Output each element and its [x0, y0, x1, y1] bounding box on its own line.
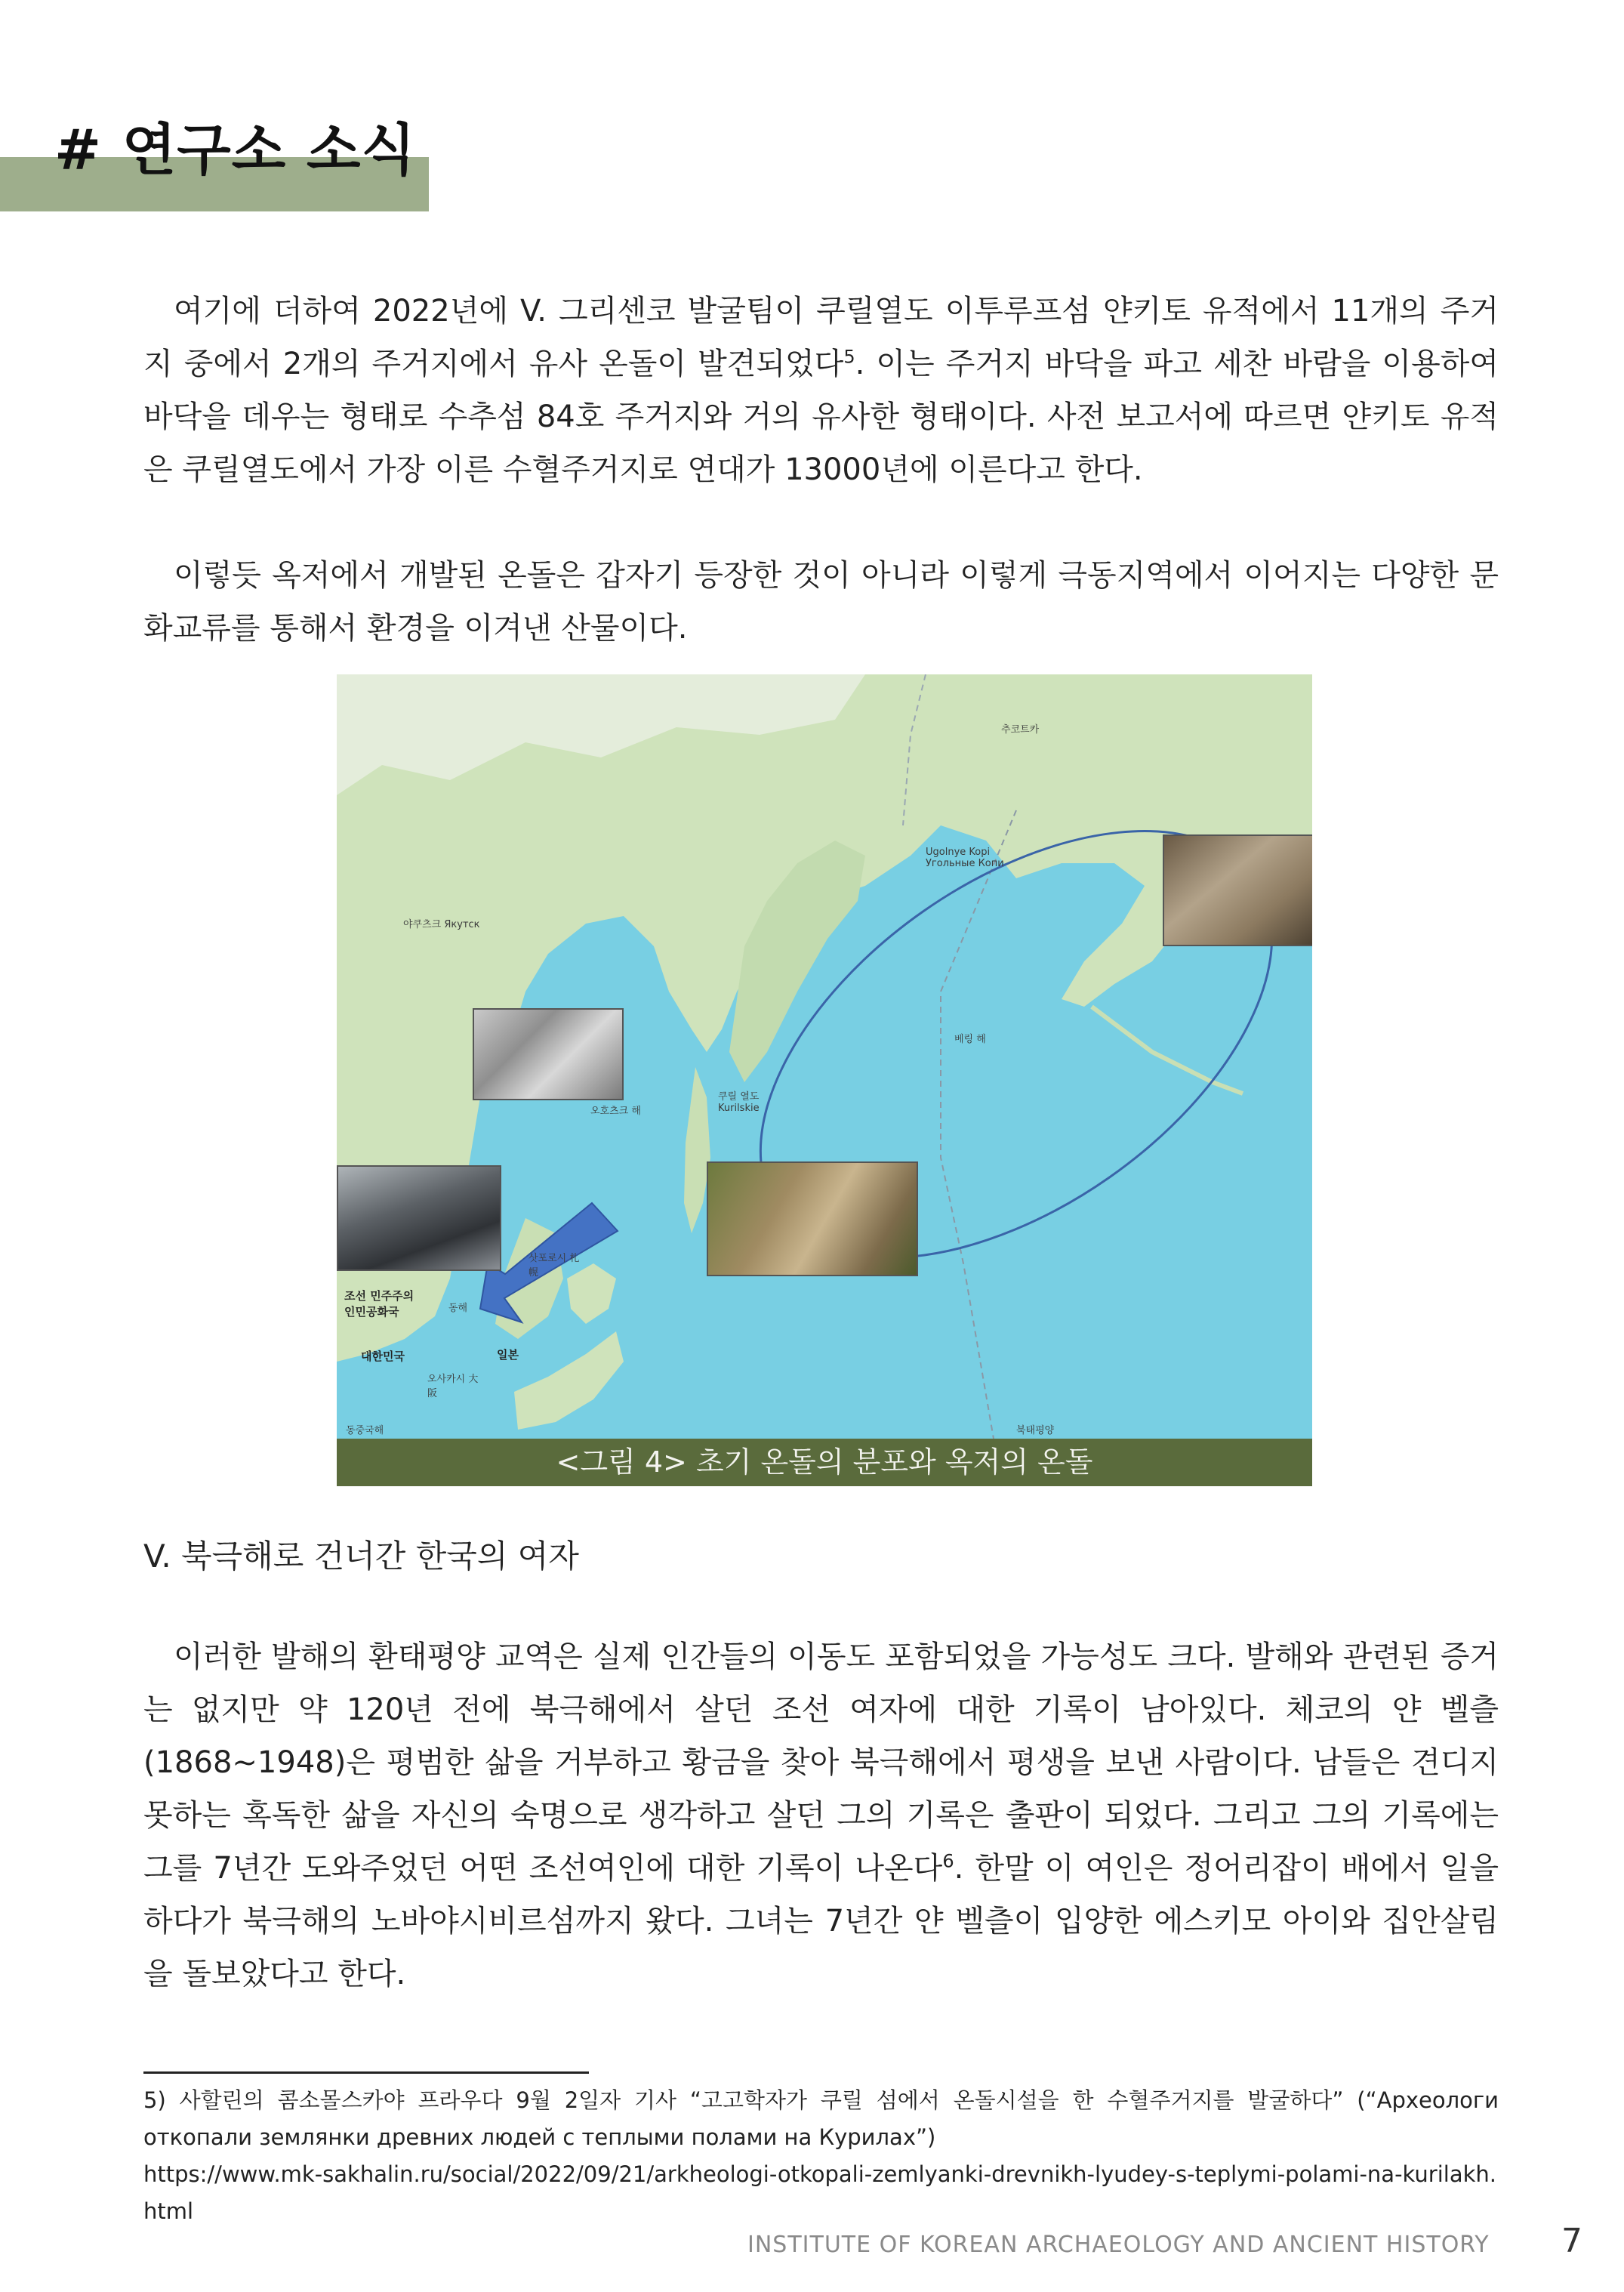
footnote-ref-6[interactable]: 6	[942, 1850, 954, 1872]
excavation-photo-3	[707, 1161, 918, 1276]
paragraph-3	[143, 1630, 1499, 2000]
footer-institute: INSTITUTE OF KOREAN ARCHAEOLOGY AND ANCIENT HISTORY	[747, 2232, 1490, 2258]
map-label-chukotka: 추코트카	[1001, 724, 1040, 736]
map-label-japan: 일본	[497, 1348, 519, 1362]
footnote-text: 5) 사할린의 콤소몰스카야 프라우다 9월 2일자 기사 “고고학자가 쿠릴 섬에서 온돌시설을 한 수혈주거지를 발굴하다” (“Археологи откопали землянки древних людей с теплыми полами на Курилах”)	[143, 2087, 1499, 2150]
map-label-north-pacific: 북태평양	[1016, 1425, 1055, 1436]
map-label-ugolnye: Ugolnye Kopi Угольные Копи	[926, 847, 1004, 869]
footnote-ref-5[interactable]: 5	[843, 346, 855, 368]
excavation-photo-4	[1163, 834, 1312, 946]
map-label-okhotsk: 오호츠크 해	[590, 1106, 641, 1117]
page-number: 7	[1561, 2222, 1582, 2260]
map-label-bering-sea: 베링 해	[954, 1034, 986, 1045]
paragraph-3-text: 이러한 발해의 환태평양 교역은 실제 인간들의 이동도 포함되었을 가능성도 크다. 발해와 관련된 증거는 없지만 약 120년 전에 북극해에서 살던 조선 여자에 대한 기록이 남아있다. 체코의 얀 벨츨(1868~1948)은 평범한 삶을 거부하고 황금을 찾아 북극해에서 평생을 보낸 사람이다. 남들은 견디지 못하는 혹독한 삶을 자신의 숙명으로 생각하고 살던 그의 기록은 출판이 되었다. 그리고 그의 기록에는 그를 7년간 도와주었던 어떤 조선여인에 대한 기록이 나온다	[143, 1640, 1499, 1886]
paragraph-1	[143, 285, 1499, 496]
figure-caption: <그림 4> 초기 온돌의 분포와 옥저의 온돌	[337, 1439, 1312, 1486]
paragraph-1-rest: . 이는 주거지 바닥을 파고 세찬 바람을 이용하여 바닥을 데우는 형태로 수추섬 84호 주거지와 거의 유사한 형태이다. 사전 보고서에 따르면 얀키토 유적은 쿠릴열도에서 가장 이른 수혈주거지로 연대가 13000년에 이른다고 한다.	[143, 347, 1499, 487]
paragraph-3-rest: . 한말 이 여인은 정어리잡이 배에서 일을 하다가 북극해의 노바야시비르섬까지 왔다. 그녀는 7년간 얀 벨츨이 입양한 에스키모 아이와 집안살림을 돌보았다고 한다.	[143, 1851, 1499, 1991]
footnote-link[interactable]: https://www.mk-sakhalin.ru/social/2022/09/21/arkheologi-otkopali-zemlyanki-drevnikh-lyudey-s-teplymi-polami-na-kurilakh.html	[143, 2161, 1497, 2224]
paragraph-2-text: 이렇듯 옥저에서 개발된 온돌은 갑자기 등장한 것이 아니라 이렇게 극동지역에서 이어지는 다양한 문화교류를 통해서 환경을 이겨낸 산물이다.	[143, 558, 1499, 646]
map-label-east-sea: 동해	[448, 1303, 468, 1314]
footnote-divider	[143, 2071, 589, 2074]
paragraph-2	[143, 549, 1499, 655]
map-label-kurils: 쿠릴 열도 Kurilskie	[718, 1091, 760, 1114]
excavation-photo-1	[473, 1008, 624, 1100]
map-label-yakutsk: 야쿠츠크 Якутск	[403, 919, 480, 930]
map-label-sapporo: 삿포로시 札幌	[528, 1253, 580, 1279]
figure-map	[337, 674, 1312, 1486]
footnote-5	[143, 2082, 1499, 2230]
map-image	[337, 674, 1312, 1439]
excavation-photo-2	[337, 1165, 501, 1271]
map-label-east-china-sea: 동중국해	[346, 1425, 384, 1436]
section-title: # 연구소 소식	[54, 118, 416, 183]
paragraph-1-text: 여기에 더하여 2022년에 V. 그리센코 발굴팀이 쿠릴열도 이투루프섬 얀키토 유적에서 11개의 주거지 중에서 2개의 주거지에서 유사 온돌이 발견되었다	[143, 294, 1499, 381]
map-label-dprk: 조선 민주주의 인민공화국	[344, 1289, 414, 1319]
section-subheading: V. 북극해로 건너간 한국의 여자	[143, 1538, 579, 1575]
map-label-korea: 대한민국	[361, 1350, 405, 1363]
map-label-osaka: 오사카시 大阪	[427, 1374, 479, 1399]
